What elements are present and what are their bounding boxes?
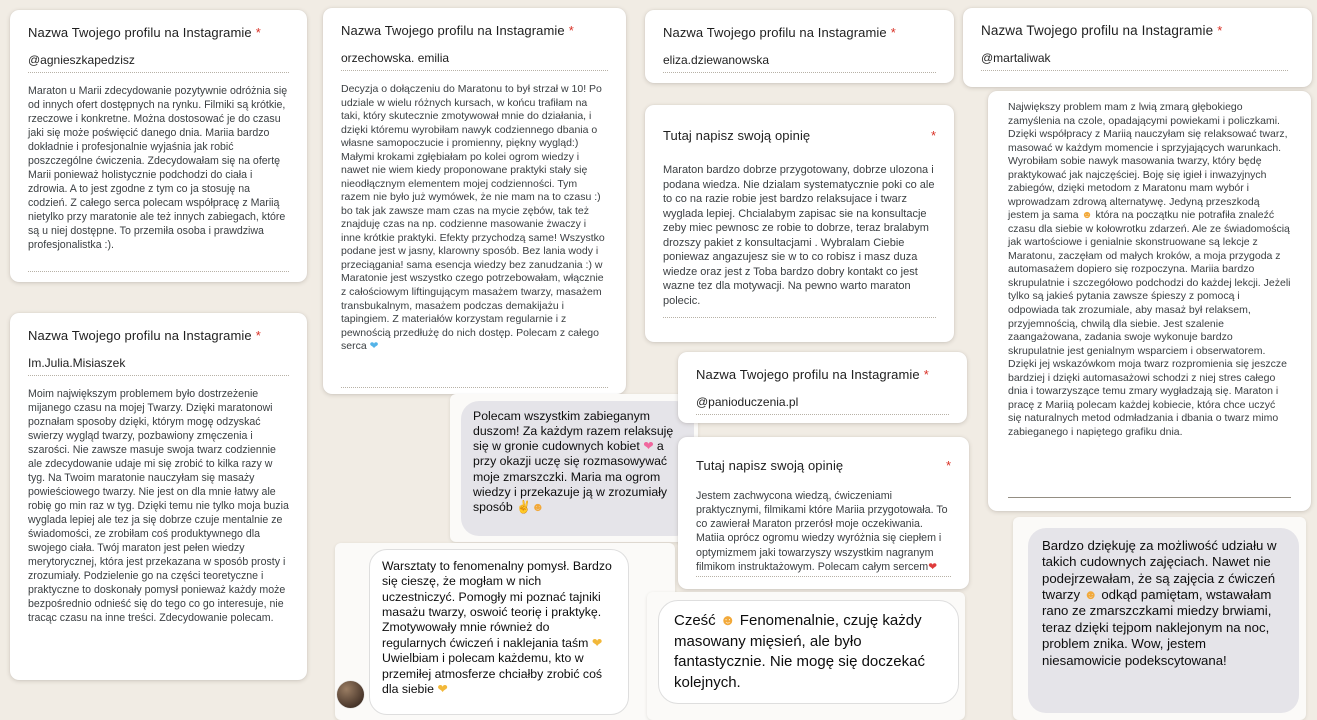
opinion-text: Maraton bardzo dobrze przygotowany, dobrze ulozona i podana wiedza. Nie dzialam systematycznie poki co ale to co na razie robie jest bardzo relaksujace i twarz wyglada lepiej. Chcialabym zapisac sie na konsultacje zeby miec pewnosc ze robie to dobrze, teraz bralabym drozszy pakiet z konsultacjami . Wybralam Ciebie poniewaz angazujesz sie w to co robisz i masz duza wiedze oraz jest z Toba bardzo dobry kontakt co jest wazne tez dla motywacji. Na pewno warto maraton polecic.: [663, 164, 935, 307]
chat-bubble-white-hello: Cześć ☻ Fenomenalnie, czuję każdy masowany mięsień, ale było fantastycznie. Nie mogę się doczekać kolejnych.: [658, 600, 959, 704]
card-panioduczenia-opinion: [678, 437, 969, 589]
raising-hands-emoji: ✌: [516, 499, 532, 514]
required-asterisk: *: [255, 25, 261, 40]
question-label: Nazwa Twojego profilu na Instagramie *: [663, 25, 896, 40]
question-label: Tutaj napisz swoją opinię: [663, 128, 811, 143]
grinning-face-emoji: ☻: [719, 612, 736, 629]
required-asterisk: *: [945, 458, 951, 473]
question-label: Nazwa Twojego profilu na Instagramie *: [981, 23, 1223, 38]
instagram-handle-field: eliza.dziewanowska: [663, 53, 936, 73]
card-agnieszkapedzisz: [10, 10, 307, 282]
instagram-handle-field: @martaliwak: [981, 51, 1288, 71]
card-martaliwak: [963, 8, 1312, 87]
red-heart-emoji: ❤: [928, 560, 938, 573]
required-asterisk: *: [568, 23, 574, 38]
required-asterisk: *: [255, 328, 261, 343]
yellow-heart-emoji: ❤: [591, 635, 603, 650]
answer-underline: [696, 576, 951, 577]
avatar: [337, 681, 364, 708]
question-label: Nazwa Twojego profilu na Instagramie *: [696, 367, 929, 382]
opinion-text: Decyzja o dołączeniu do Maratonu to był strzał w 10! Po udziale w wielu różnych kursach, w końcu trafiłam na taki, który skutecznie zmotywował mnie do działania, i dzięki któremu wyrobiłam nawyk codziennego dbania o własne samopoczucie i promienny, piękny wygląd:) Małymi krokami zgłębiałam po kolei ogrom wiedzy i nawet nie wiem kiedy proponowane praktyki stały się nieodłącznym elementem mojej codzienności. Tym razem nie było już wymówek, że nie mam na to czasu :) bo tak jak zawsze mam czas na mycie zębów, tak też znajduję czas na np. codzienne masowanie żwaczy i inne krótkie praktyki. Efekty przychodzą same! Wszystko podane jest w jasny, klarowny sposób. Bez lania wody i przeciągania! sama esencja wiedzy bez zanudzania :) w Maratonie jest wszystko czego potrzebowałam, włącznie z całościowym liftingującym masażem twarzy, masażem transbukalnym, masażem podczas demakijażu i tapingiem. Z materiałów korzystam regularnie i z pewnością przedłużę do nich dostęp. Polecam z całego serca ❤: [341, 83, 605, 353]
instagram-handle-field: @agnieszkapedzisz: [28, 53, 289, 73]
two-hearts-emoji: ❤: [643, 439, 654, 454]
instagram-handle-field: orzechowska. emilia: [341, 51, 608, 71]
card-orzechowska-emilia: [323, 8, 626, 394]
answer-underline: [663, 317, 936, 318]
required-asterisk: *: [923, 367, 929, 382]
blue-heart-emoji: ❤: [369, 340, 379, 353]
opinion-text: Jestem zachwycona wiedzą, ćwiczeniami praktycznymi, filmikami które Mariia przygotowała. To co zawierał Maraton przerósł moje oczekiwania. Matiia oprócz ogromu wiedzy wyróżnia się ciepłem i optymizmem jaki towarzyszy wszystkim nagranym filmikom instruktażowym. Polecam całym sercem❤: [696, 490, 948, 573]
card-julia-misiaszek: [10, 313, 307, 680]
answer-underline: [341, 387, 608, 388]
instagram-handle-field: Im.Julia.Misiaszek: [28, 356, 289, 376]
tears-of-joy-emoji: ☻: [1083, 587, 1098, 603]
question-label: Tutaj napisz swoją opinię: [696, 458, 844, 473]
instagram-handle-field: @panioduczenia.pl: [696, 395, 949, 415]
question-label: Nazwa Twojego profilu na Instagramie *: [28, 25, 261, 40]
opinion-text: Maraton u Marii zdecydowanie pozytywnie odróżnia się od innych ofert dostępnych na rynku. Filmiki są krótkie, rzeczowe i konkretne. Można dostosować je do czasu jaki się może poświęcić danego dnia. Mariia bardzo dokładnie i profesjonalnie wyjaśnia jak robić poszczególne ćwiczenia. Zdecydowałam się na ofertę Marii ponieważ holistycznie podchodzi do ciała i zdrowia. A to jest zgodne z tym co ja stosuję na codzień. Z całego serca polecam współpracę z Mariią nietylko przy maratonie ale też innych zabiegach, które są u niej dostępne. To przemiła osoba i prawdziwa profesjonalistka :).: [28, 85, 288, 251]
heart-eyes-emoji: ☻: [531, 499, 545, 514]
required-asterisk: *: [930, 128, 936, 143]
chat-bubble-gray-2: Bardzo dziękuję za możliwość udziału w takich cudownych zajęciach. Nawet nie podejrzewałam, że są zajęcia z ćwiczeń twarzy ☻ odkąd pamiętam, wstawałam rano ze zmarszczkami miedzy brwiami, teraz dzięki tejpom naklejonym na noc, problem znika. Wow, jestem niesamowicie podekscytowana!: [1028, 528, 1299, 713]
answer-underline: [1008, 497, 1291, 498]
chat-bubble-white-avatar: Warsztaty to fenomenalny pomysł. Bardzo się cieszę, że mogłam w nich uczestniczyć. Pomogły mi poznać tajniki masażu twarzy, oswoić teorię i praktykę. Zmotywowały mnie również do regularnych ćwiczeń i naklejania taśm ❤ Uwielbiam i polecam każdemu, kto w przemiłej atmosferze chciałby zrobić coś dla siebie ❤: [369, 549, 629, 715]
question-label: Nazwa Twojego profilu na Instagramie *: [28, 328, 261, 343]
chat-bubble-gray-1: Polecam wszystkim zabieganym duszom! Za każdym razem relaksuję się w gronie cudownych kobiet ❤ a przy okazji uczę się rozmasowywać moje zmarszczki. Maria ma ogrom wiedzy i przekazuje ją w zrozumiały sposób ✌☻: [461, 401, 694, 536]
required-asterisk: *: [890, 25, 896, 40]
opinion-text: Największy problem mam z lwią zmarą głębokiego zamyślenia na czole, opadającymi powiekami i policzkami. Dzięki współpracy z Mariią nauczyłam się relaksować twarz, masować w każdym momencie i sprzyjających warunkach. Wyrobiłam sobie nawyk masowania twarzy, który będę praktykować jak najczęściej. Boję się igieł i inwazyjnych zabiegów, dzięki metodom z Maratonu mam wybór i wprowadzam zdrową alternatywę. Jedyną przeszkodą jestem ja sama ☻ która na początku nie potrafiła znaleźć czasu dla siebie w kołowrotku zdarzeń. Ale ze świadomością jak wartościowe i genialnie skonstruowane są lekcje z Maratonu, zaczęłam od małych kroków, a moja przygoda z automasażem dopiero się rozpoczyna. Mariia bardzo skrupulatnie i szczegółowo podchodzi do każdej lekcji. Jeżeli tylko są jakieś pytania zawsze śpieszy z pomocą i odpowiada tak zrozumiale, aby masaż był relaksem, przyjemnością, chwilą dla siebie. Jest szalenie zaangażowana, zadania swoje wykonuje bardzo skrupulatnie jest genialnym wsparciem i obserwatorem. Dzięki jej wskazówkom moja twarz rozpromienia się jeszcze bardziej i dzięki automasażowi schodzi z niej stres całego dnia i towarzyszące temu zmary wygładzają się. Maraton i pracę z Mariią polecam każdej kobiecie, która chce uczyć się naturalnych metod odmładzania i dbania o twarz mimo zabieganego i napiętego grafiku dnia.: [1008, 101, 1291, 438]
yellow-heart-emoji: ❤: [437, 681, 448, 696]
card-eliza-dziewanowska: [645, 10, 954, 83]
card-panioduczenia: [678, 352, 967, 423]
hand-over-mouth-emoji: ☻: [1081, 209, 1093, 222]
opinion-text: Moim największym problemem było dostrzeżenie mijanego czasu na mojej Twarzy. Dzięki maratonowi poznałam sposoby dzięki, którym mogę odzyskać swierzy wygląd twarzy, pozbawiony zmęczenia i szarości. Nie zawsze masuje swoja twarz codziennie ale zdecydowanie udaje mi się zrobić to kilka razy w tyg. Na Twoim maratonie nauczyłam się masaży powieściowego twarzy. Nie jest on dla mnie łatwy ale robię go min raz w tyg. Dzięki temu nie tylko moja buzia wyglada lepiej ale tez ja się dobrze czuje mentalnie ze świadomości, ze zrobiłam coś produktywnego dla swojego ciała. Twój maraton jest pełen wiedzy merytorycznej, która jest przekazana w sposób prosty i zrozumiały. Podzielenie go na części teoretyczne i praktyczne to doskonały pomysł ponieważ każdy może bezpośrednio odnieść się do tego co go interesuje, nie tracąc czasu na inne treści. Zdecydowanie polecam.: [28, 388, 289, 624]
question-label: Nazwa Twojego profilu na Instagramie *: [341, 23, 574, 38]
card-martaliwak-opinion: [988, 91, 1311, 511]
answer-underline: [28, 271, 289, 272]
card-eliza-opinion: [645, 105, 954, 342]
required-asterisk: *: [1217, 23, 1223, 38]
